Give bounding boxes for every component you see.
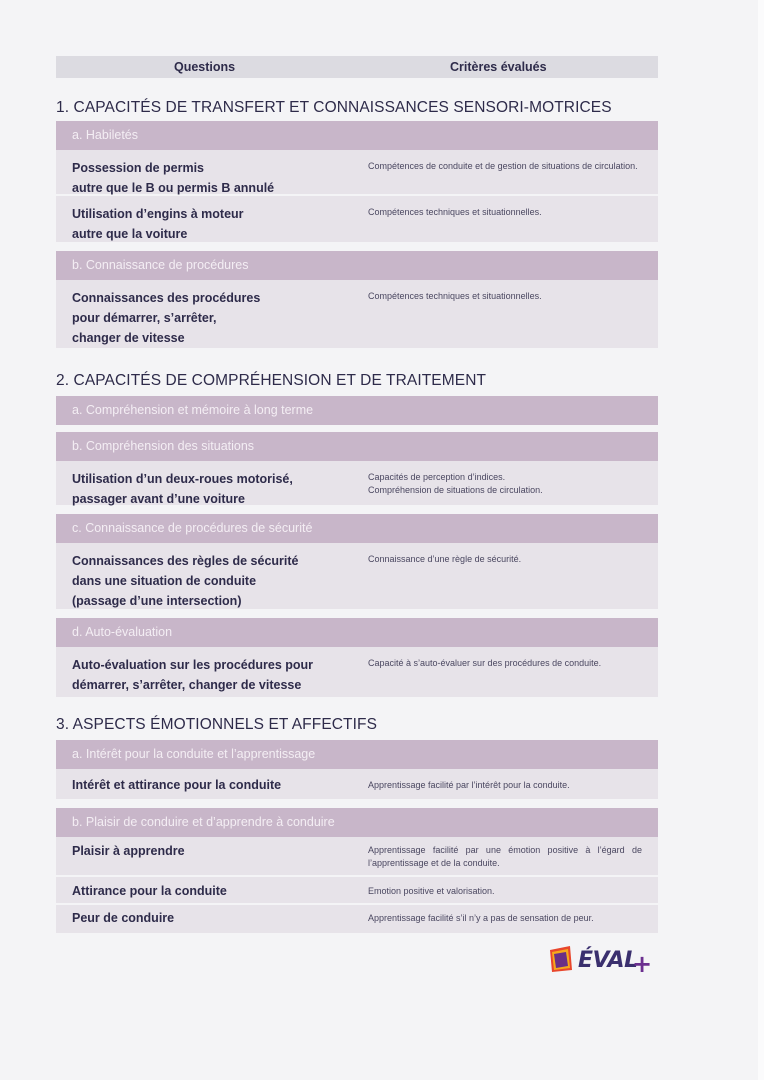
logo-text: ÉVAL [578,948,638,973]
question-line: Attirance pour la conduite [72,884,227,898]
logo-mark-icon [548,944,574,974]
subsection-connaissance-procedures: b. Connaissance de procédures [56,251,658,280]
question-line: Peur de conduire [72,911,175,925]
table-row [56,150,658,196]
question-cell [72,551,352,611]
subsection-habiletes: a. Habiletés [56,121,658,150]
critere-cell: Compétences de conduite et de gestion de situations de circulation. [368,161,638,171]
eval-plus-logo [548,944,660,976]
table-row [56,461,658,507]
table-row [56,543,658,611]
question-cell [72,469,352,509]
question-cell [72,908,352,928]
question-line: démarrer, s’arrêter, changer de vitesse [72,678,302,692]
subsection-plaisir: b. Plaisir de conduire et d’apprendre à conduire [56,808,658,837]
question-line: Auto-évaluation sur les procédures pour [72,658,314,672]
question-line: Connaissances des procédures [72,291,261,305]
table-row [56,280,658,348]
question-line: Plaisir à apprendre [72,844,185,858]
question-cell [72,841,352,861]
question-line: Intérêt et attirance pour la conduite [72,778,282,792]
subsection-interet: a. Intérêt pour la conduite et l’apprentissage [56,740,658,769]
question-cell [72,655,352,695]
question-line: autre que le B ou permis B annulé [72,181,275,195]
question-line: Utilisation d’engins à moteur [72,207,244,221]
question-line: dans une situation de conduite [72,574,257,588]
critere-cell: Emotion positive et valorisation. [368,886,495,896]
logo-plus: + [632,950,653,978]
table-row [56,905,658,933]
table-row [56,877,658,905]
question-cell [72,204,352,244]
table-row [56,769,658,801]
section-2-table [56,396,658,697]
section-3-table [56,740,658,933]
subsection-comprehension-situations: b. Compréhension des situations [56,432,658,461]
table-row [56,837,658,877]
question-line: Possession de permis [72,161,205,175]
subsection-comprehension-memoire: a. Compréhension et mémoire à long terme [56,396,658,425]
question-line: passager avant d’une voiture [72,492,245,506]
section-3-title: 3. ASPECTS ÉMOTIONNELS ET AFFECTIFS [56,716,378,733]
question-line: autre que la voiture [72,227,188,241]
question-line: pour démarrer, s’arrêter, [72,311,217,325]
question-line: Connaissances des règles de sécurité [72,554,299,568]
critere-cell: Apprentissage facilité par une émotion positive à l’égard de l’apprentissage et de la conduite. [368,845,642,868]
question-cell [72,158,352,198]
subsection-procedures-securite: c. Connaissance de procédures de sécurité [56,514,658,543]
table-row [56,196,658,244]
critere-cell: Connaissance d’une règle de sécurité. [368,554,522,564]
question-line: (passage d’une intersection) [72,594,242,608]
critere-cell: Compétences techniques et situationnelles. [368,207,542,217]
question-line: Utilisation d’un deux-roues motorisé, [72,472,293,486]
question-line: changer de vitesse [72,331,185,345]
critere-cell: Apprentissage facilité par l’intérêt pour la conduite. [368,780,570,790]
section-2-title: 2. CAPACITÉS DE COMPRÉHENSION ET DE TRAITEMENT [56,372,487,389]
critere-cell: Apprentissage facilité s’il n’y a pas de sensation de peur. [368,913,594,923]
question-cell [72,775,352,795]
criteres-header: Critères évalués [450,60,547,74]
questions-header: Questions [174,60,236,74]
column-header [56,56,658,78]
section-1-title: 1. CAPACITÉS DE TRANSFERT ET CONNAISSANCES SENSORI-MOTRICES [56,99,612,116]
question-cell [72,288,352,348]
subsection-auto-evaluation: d. Auto-évaluation [56,618,658,647]
critere-cell: Compétences techniques et situationnelles. [368,291,542,301]
critere-cell: Capacités de perception d’indices. Compréhension de situations de circulation. [368,472,543,495]
question-cell [72,881,352,901]
section-1-table [56,121,658,348]
table-row [56,647,658,697]
critere-cell: Capacité à s’auto-évaluer sur des procédures de conduite. [368,658,602,668]
